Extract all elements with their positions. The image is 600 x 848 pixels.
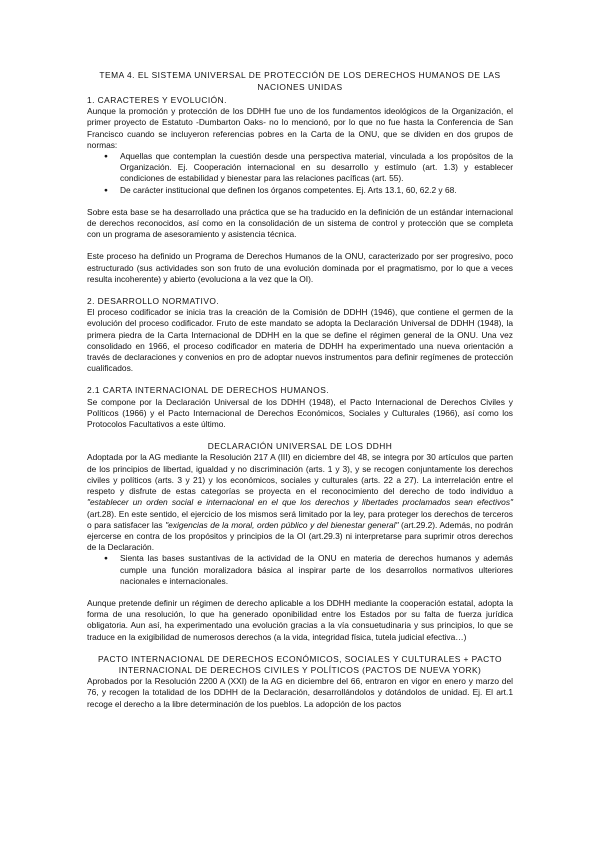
list-item: ● Aquellas que contemplan la cuestión desde una perspectiva material, vinculada a los propósitos de la Organización. Ej. Cooperación internacional en su desarrollo y estímulo (art. 1.3) y establecer condiciones de estabilidad y bienestar para las relaciones pacíficas (art. 55). — [120, 151, 513, 185]
list-item: ● De carácter institucional que definen los órganos competentes. Ej. Arts 13.1, 60, 62.2 y 68. — [120, 185, 513, 196]
paragraph-carta: Se compone por la Declaración Universal de los DDHH (1948), el Pacto Internacional de Derechos Civiles y Políticos (1966) y el Pacto Internacional de Derechos Económicos, Sociales y Culturales (1966), así como los Protocolos Facultativos a este último. — [87, 396, 513, 430]
section-heading-pactos: PACTO INTERNACIONAL DE DERECHOS ECONÓMICOS, SOCIALES Y CULTURALES + PACTO INTERNACIONAL DE DERECHOS CIVILES Y POLÍTICOS (PACTOS DE NUEVA YORK) — [98, 653, 502, 675]
paragraph-practica: Sobre esta base se ha desarrollado una práctica que se ha traducido en la definición de un estándar internacional de derechos reconocidos, así como en la consolidación de un sistema de control y protección que se completa con un programa de asesoramiento y asistencia técnica. — [87, 206, 513, 240]
section-heading-desarrollo: 2. DESARROLLO NORMATIVO. — [87, 296, 220, 307]
paragraph-pactos: Aprobados por la Resolución 2200 A (XXI) de la AG en diciembre del 66, entraron en vigor en enero y marzo del 76, y recogen la totalidad de los DDHH de la Declaración, desarrollándolos y dotándolos de unidad. Ej. El art.1 recoge el derecho a la libre determinación de los pueblos. La adopción de los pactos — [87, 676, 513, 709]
section-heading-caracteres: 1. CARACTERES Y EVOLUCIÓN. — [87, 95, 227, 105]
paragraph-regimen: Aunque pretende definir un régimen de derecho aplicable a los DDHH mediante la cooperación estatal, adopta la forma de una resolución, lo que ha generado oponibilidad entre los Estados por su falta de fuerza jurídica obligatoria. Aun así, ha experimentado una evolución gracias a la vía consuetudinaria y sus principios, lo que se traduce en la exigibilidad de numerosos derechos (a la vida, integridad física, tutela judicial efectiva…) — [87, 597, 513, 642]
paragraph-programa: Este proceso ha definido un Programa de Derechos Humanos de la ONU, caracterizado por ser progresivo, poco estructurado (sus actividades son son fruto de una evolución dominada por el pragmatismo, por lo que a veces resulta incoherente) y abierto (evoluciona a la vez que la OI). — [87, 251, 513, 284]
section-heading-carta: 2.1 CARTA INTERNACIONAL DE DERECHOS HUMANOS. — [87, 385, 330, 396]
bullet-list-normas — [87, 151, 513, 196]
section-heading-dudh: DECLARACIÓN UNIVERSAL DE LOS DDHH — [207, 441, 393, 452]
paragraph-codificador: El proceso codificador se inicia tras la creación de la Comisión de DDHH (1946), que contiene el germen de la evolución del proceso codificador. Fruto de este mandato se adopta la Declaración Universal de DDHH (1948), la primera piedra de la Carta Internacional de DDHH en la que se define el régimen general de la ONU. Una vez consolidado en 1966, el proceso codificador en materia de DDHH ha experimentado una nueva orientación a través de declaraciones y convenios en pro de adoptar nuevos instrumentos para definir regímenes de protección cualificados. — [87, 307, 513, 374]
paragraph-intro: Aunque la promoción y protección de los DDHH fue uno de los fundamentos ideológicos de la Organización, el primer proyecto de Estatuto -Dumbarton Oaks- no lo mencionó, por lo que no fue hasta la Conferencia de San Francisco cuando se incluyeron referencias pobres en la Carta de la ONU, que se dividen en dos grupos de normas: — [87, 106, 513, 150]
paragraph-dudh: Adoptada por la AG mediante la Resolución 217 A (III) en diciembre del 48, se integra por 30 artículos que parten de los principios de libertad, igualdad y no discriminación (arts. 1 y 3), y se recogen conjuntamente los derechos civiles y políticos (arts. 3 y 21) y los económicos, sociales y culturales (arts. 22 a 27). La interrelación entre el respeto y disfrute de estas categorías se proyecta en el reconocimiento del derecho de todo individuo a "establecer un orden social e internacional en el que los derechos y libertades proclamados sean efectivos" (art.28). En este sentido, el ejercicio de los mismos será limitado por la ley, para proteger los derechos de terceros o para satisfacer las "exigencias de la moral, orden público y del bienestar general" (art.29.2). Además, no podrán ejercerse en contra de los propósitos y principios de la OI (art.29.3) ni interpretarse para suprimir otros derechos de la Declaración. — [87, 452, 513, 553]
list-item: ● Sienta las bases sustantivas de la actividad de la ONU en materia de derechos humanos y además cumple una función moralizadora básica al inspirar parte de los desarrollos normativos ulteriores nacionales e internacionales. — [120, 553, 513, 587]
bullet-list-dudh — [87, 553, 513, 587]
document-title: TEMA 4. EL SISTEMA UNIVERSAL DE PROTECCIÓN DE LOS DERECHOS HUMANOS DE LAS NACIONES UNIDAS — [99, 70, 501, 92]
